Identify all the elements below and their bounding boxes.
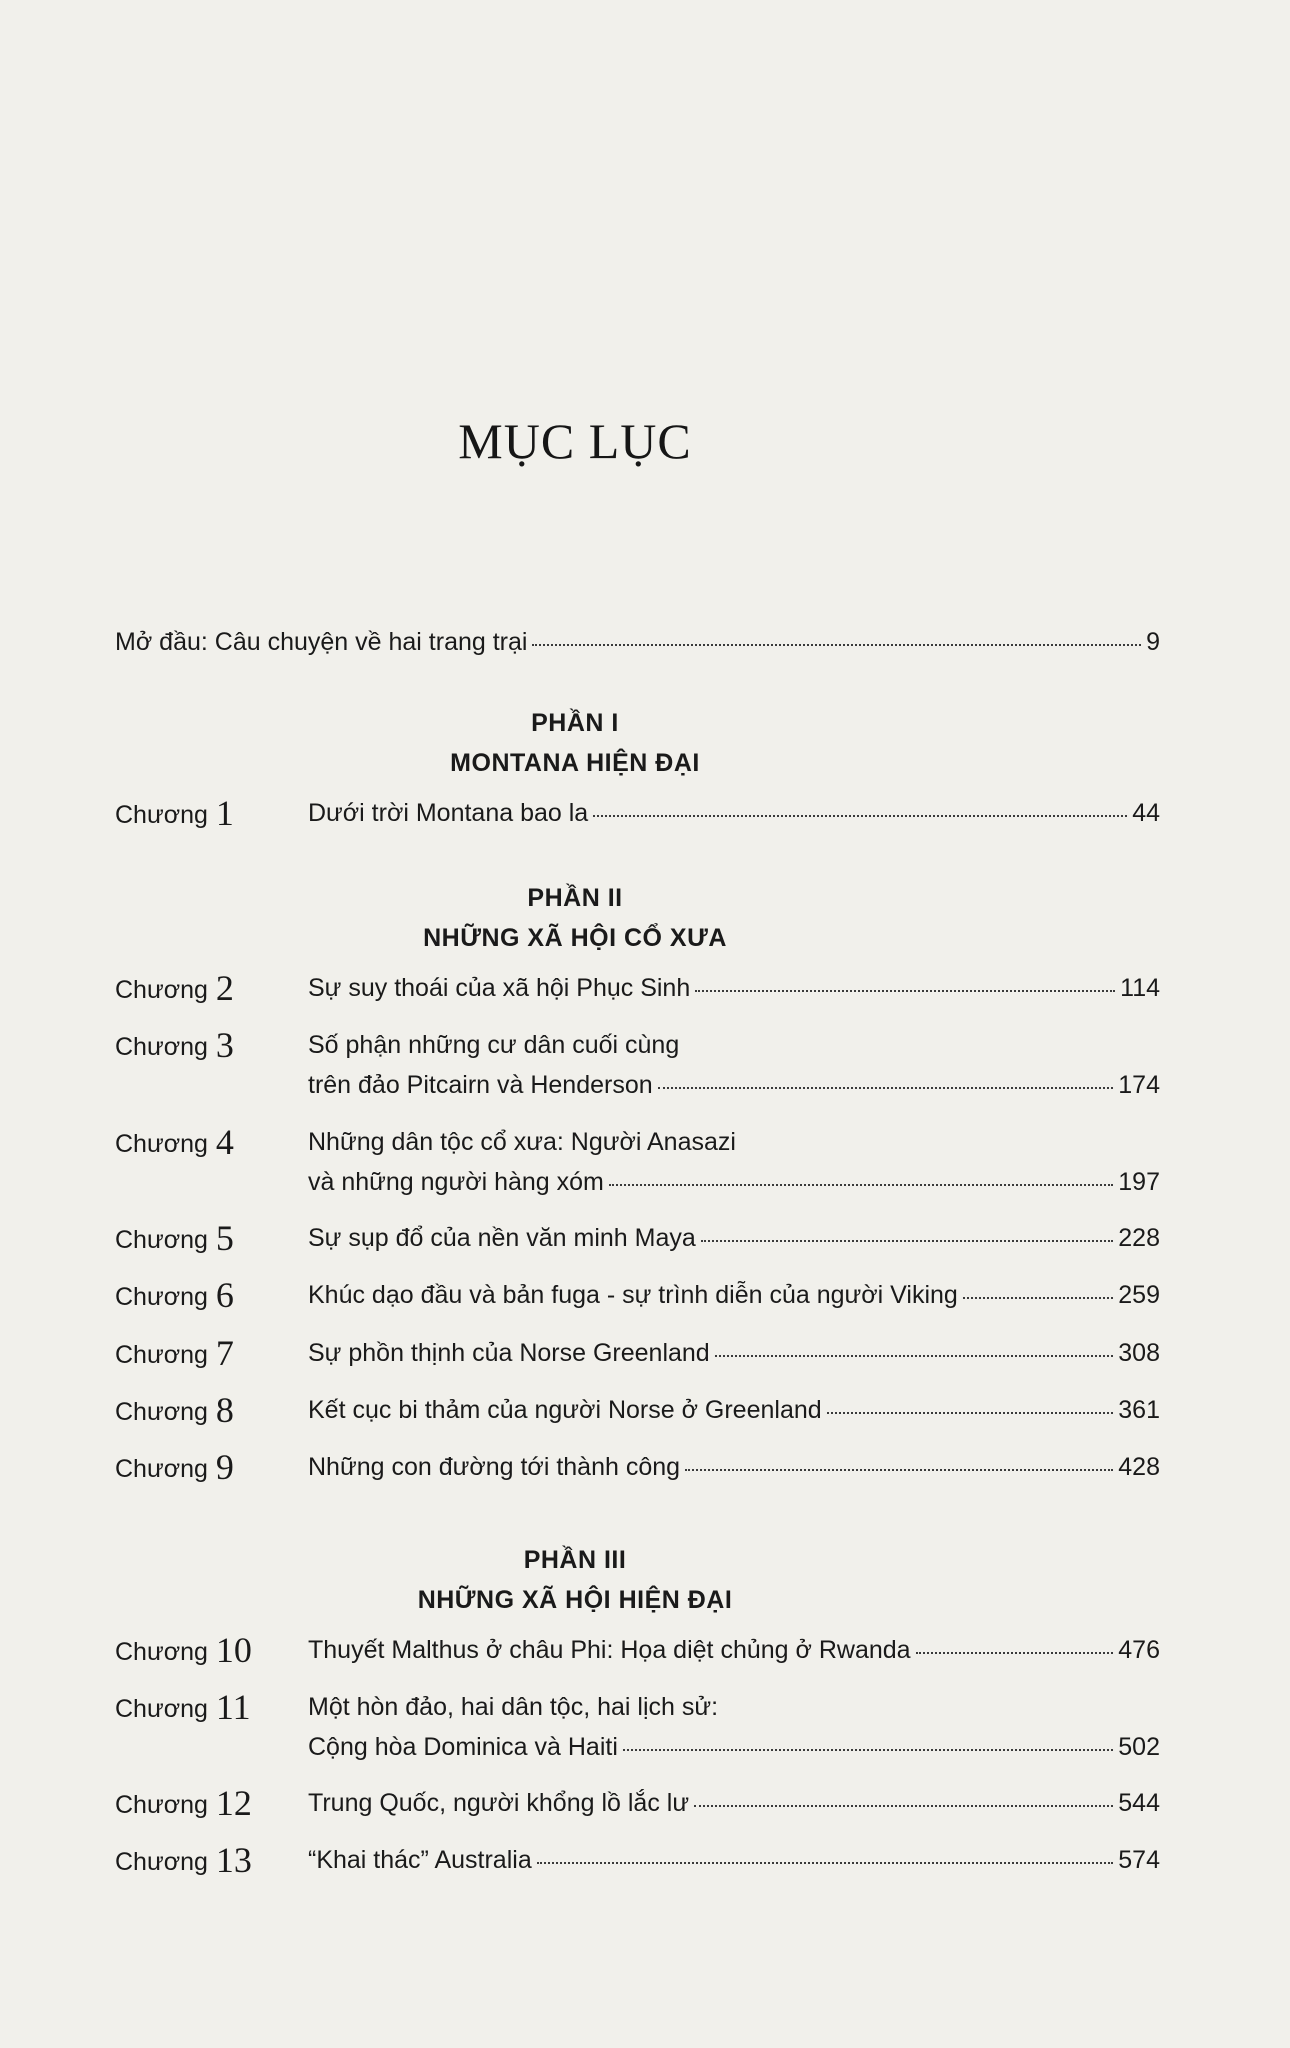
chapter-word: Chương: [115, 1341, 208, 1369]
part-heading: [0, 703, 1150, 783]
chapter-page: 361: [1118, 1396, 1160, 1424]
chapter-title: Sự suy thoái của xã hội Phục Sinh: [308, 974, 691, 1002]
chapter-page: 44: [1132, 799, 1160, 827]
chapter-word: Chương: [115, 801, 208, 829]
dot-leader: [658, 1087, 1114, 1089]
chapter-title: trên đảo Pitcairn và Henderson: [308, 1071, 653, 1099]
chapter-page: 228: [1118, 1224, 1160, 1252]
part-heading: [0, 1540, 1150, 1620]
chapter-page: 502: [1118, 1733, 1160, 1761]
chapter-number: 5: [215, 1218, 234, 1258]
chapter-page: 197: [1118, 1168, 1160, 1196]
part-heading: [0, 878, 1150, 958]
chapter-number: 11: [215, 1687, 251, 1727]
dot-leader: [827, 1412, 1114, 1414]
chapter-number: 8: [215, 1390, 234, 1430]
dot-leader: [685, 1469, 1113, 1471]
chapter-title-line: Những dân tộc cổ xưa: Người Anasazi: [308, 1128, 736, 1156]
chapter-word: Chương: [115, 1848, 208, 1876]
chapter-page: 114: [1120, 974, 1160, 1002]
part-label: PHẦN I: [531, 709, 619, 737]
chapter-word: Chương: [115, 1695, 208, 1723]
chapter-word: Chương: [115, 1033, 208, 1061]
dot-leader: [715, 1355, 1114, 1357]
dot-leader: [537, 1862, 1114, 1864]
intro-text: Mở đầu: Câu chuyện về hai trang trại: [115, 628, 528, 656]
chapter-title-line: Một hòn đảo, hai dân tộc, hai lịch sử:: [308, 1693, 719, 1721]
chapter-page: 259: [1118, 1281, 1160, 1309]
part-name: NHỮNG XÃ HỘI CỔ XƯA: [423, 924, 727, 952]
chapter-title-line: Số phận những cư dân cuối cùng: [308, 1031, 680, 1059]
chapter-number: 2: [215, 968, 234, 1008]
part-name: MONTANA HIỆN ĐẠI: [450, 749, 700, 777]
chapter-title: Thuyết Malthus ở châu Phi: Họa diệt chủng ở Rwanda: [308, 1636, 911, 1664]
part-name: NHỮNG XÃ HỘI HIỆN ĐẠI: [417, 1586, 733, 1614]
chapter-title: Sự sụp đổ của nền văn minh Maya: [308, 1224, 696, 1252]
chapter-number: 10: [215, 1630, 252, 1670]
chapter-title: Kết cục bi thảm của người Norse ở Greenland: [308, 1396, 822, 1424]
chapter-page: 308: [1118, 1339, 1160, 1367]
chapter-title: Những con đường tới thành công: [308, 1453, 681, 1481]
chapter-number: 7: [215, 1333, 234, 1373]
chapter-page: 544: [1118, 1789, 1160, 1817]
chapter-title: “Khai thác” Australia: [308, 1846, 532, 1874]
dot-leader: [694, 1805, 1113, 1807]
dot-leader: [532, 644, 1141, 646]
chapter-number: 12: [215, 1783, 252, 1823]
chapter-word: Chương: [115, 1130, 208, 1158]
chapter-number: 3: [215, 1025, 234, 1065]
chapter-word: Chương: [115, 1398, 208, 1426]
chapter-number: 1: [215, 793, 234, 833]
chapter-word: Chương: [115, 1226, 208, 1254]
chapter-number: 13: [215, 1840, 252, 1880]
chapter-word: Chương: [115, 1283, 208, 1311]
intro-page: 9: [1146, 628, 1160, 656]
chapter-word: Chương: [115, 1791, 208, 1819]
chapter-title: Dưới trời Montana bao la: [308, 799, 589, 827]
dot-leader: [701, 1240, 1113, 1242]
dot-leader: [609, 1184, 1113, 1186]
chapter-title: Cộng hòa Dominica và Haiti: [308, 1733, 618, 1761]
chapter-number: 9: [215, 1447, 234, 1487]
chapter-word: Chương: [115, 1638, 208, 1666]
chapter-title: Sự phồn thịnh của Norse Greenland: [308, 1339, 710, 1367]
dot-leader: [963, 1297, 1113, 1299]
chapter-page: 428: [1118, 1453, 1160, 1481]
dot-leader: [916, 1652, 1114, 1654]
chapter-page: 174: [1118, 1071, 1160, 1099]
chapter-number: 4: [215, 1122, 234, 1162]
chapter-word: Chương: [115, 976, 208, 1004]
chapter-number: 6: [215, 1275, 234, 1315]
chapter-page: 476: [1118, 1636, 1160, 1664]
dot-leader: [593, 815, 1127, 817]
page-title: MỤC LỤC: [458, 413, 692, 469]
chapter-title: và những người hàng xóm: [308, 1168, 604, 1196]
part-label: PHẦN III: [523, 1546, 627, 1574]
chapter-title: Khúc dạo đầu và bản fuga - sự trình diễn của người Viking: [308, 1281, 958, 1309]
part-label: PHẦN II: [527, 884, 623, 912]
dot-leader: [623, 1749, 1113, 1751]
dot-leader: [695, 990, 1115, 992]
chapter-page: 574: [1118, 1846, 1160, 1874]
chapter-word: Chương: [115, 1455, 208, 1483]
chapter-title: Trung Quốc, người khổng lồ lắc lư: [308, 1789, 690, 1817]
